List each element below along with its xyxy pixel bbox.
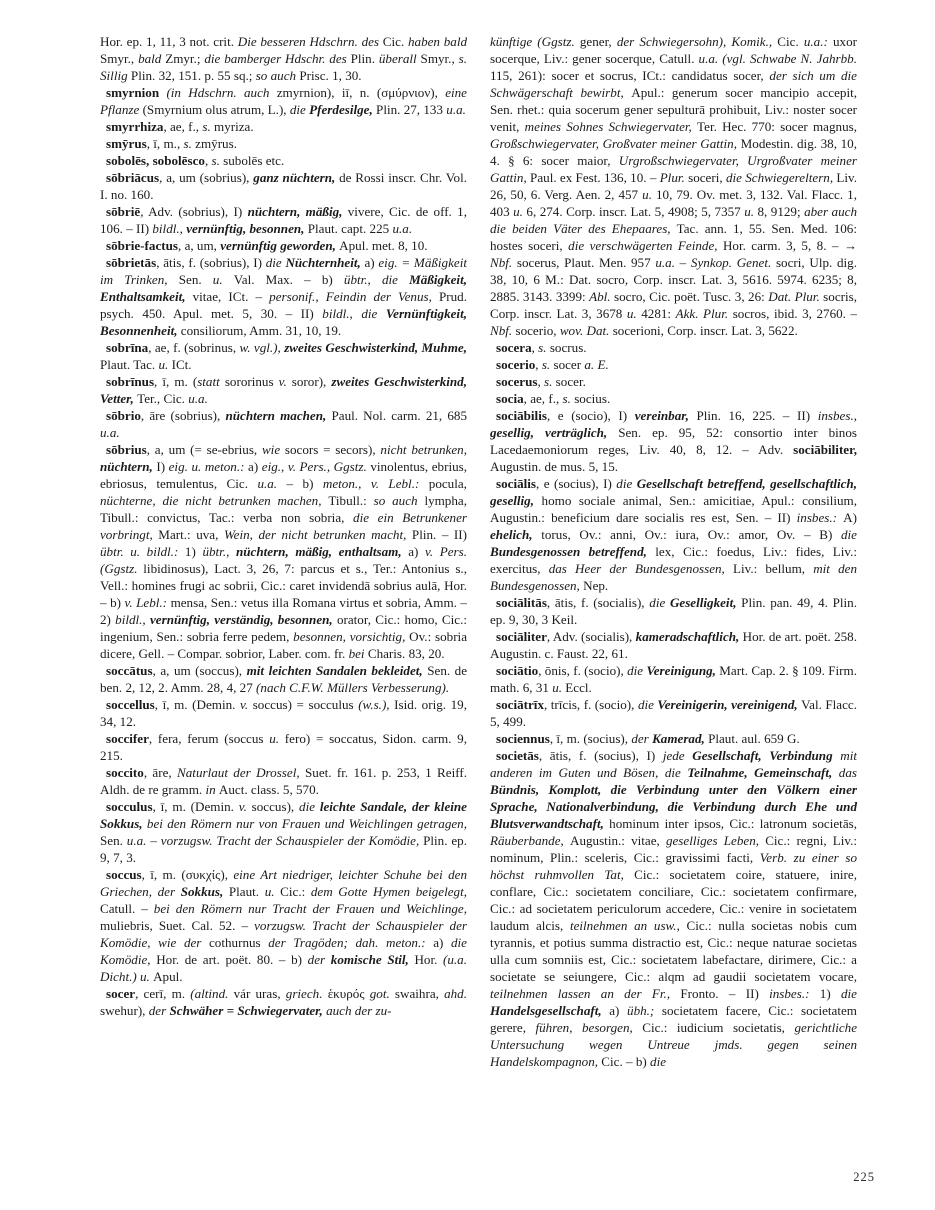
entry-sociennus: sociennus, ī, m. (socius), der Kamerad, Plaut. aul. 659 G. [496, 731, 800, 746]
entry-sobrio: sōbrio, āre (sobrius), nüchtern machen, Paul. Nol. carm. 21, 685 u.a. [100, 408, 467, 440]
entry-continuation: künftige (Ggstz. gener, der Schwiegersohn), Komik., Cic. u.a.: uxor socerque, Liv.: gener socerque, Catull. u.a. (vgl. Schwabe N. Jahrbb. 115, 261): socer et socrus, ICt.: candidatus socer, der sich um die Schwägerschaft bewirbt, Apul.: generum socer mancipio accepit, Sen. rhet.: quia socerum gener sepulturā prohibuit, Liv.: noster socer venit, meines Sohnes Schwiegervater, Ter. Hec. 770: socer magnus, Großschwiegervater, Großvater meiner Gattin, Modestin. dig. 38, 10, 4. § 6: socer maior, Urgroßschwiegervater, Urgroßvater meiner Gattin, Paul. ex Fest. 136, 10. – Plur. soceri, die Schwiegereltern, Liv. 26, 50, 6. Verg. Aen. 2, 457 u. 10, 79. Ov. met. 3, 132. Val. Flacc. 1, 403 u. 6, 274. Corp. inscr. Lat. 5, 4908; 5, 7357 u. 8, 9129; aber auch die beiden Väter des Ehepaares, Tac. ann. 1, 55. Sen. Med. 106: hostes soceri, die verschwägerten Feinde, Hor. carm. 3, 5, 8. – → Nbf. socerus, Plaut. Men. 957 u.a. – Synkop. Genet. socri, Ulp. dig. 38, 10, 6 M.: Dat. socro, Corp. inscr. Lat. 3, 5616. 5974. 6235; 8, 2885. 3143. 3399: Abl. socro, Cic. poët. Tusc. 3, 26: Dat. Plur. socris, Corp. inscr. Lat. 3, 3678 u. 4281: Akk. Plur. socros, ibid. 3, 2760. – Nbf. socerio, wov. Dat. socerioni, Corp. inscr. Lat. 3, 5622. [490, 34, 857, 338]
entry-soccito: soccito, āre, Naturlaut der Drossel, Suet. fr. 161. p. 253, 1 Reiff. Aldh. de re gramm. in Auct. class. 5, 570. [100, 765, 467, 797]
text-columns [100, 33, 858, 1158]
entry-soboles-sobolesco: sobolēs, sobolēsco, s. subolēs etc. [106, 153, 285, 168]
entry-socialiter: sociāliter, Adv. (socialis), kameradschaftlich, Hor. de art. poët. 258. Augustin. c. Faust. 22, 61. [490, 629, 857, 661]
text-column-right [490, 33, 857, 1158]
entry-sobrietas: sōbrietās, ātis, f. (sobrius), I) die Nüchternheit, a) eig. = Mäßigkeit im Trinken, Sen. u. Val. Max. – b) übtr., die Mäßigkeit, Enthaltsamkeit, vitae, ICt. – personif., Feindin der Venus, Prud. psych. 450. Apul. met. 5, 30. – II) bildl., die Vernünftigkeit, Besonnenheit, consiliorum, Amm. 31, 10, 19. [100, 255, 467, 338]
entry-sobrinus: sobrīnus, ī, m. (statt sororinus v. soror), zweites Geschwisterkind, Vetter, Ter., Cic. u.a. [100, 374, 467, 406]
entry-socera: socera, s. socrus. [496, 340, 587, 355]
entry-continuation: Hor. ep. 1, 11, 3 not. crit. Die besseren Hdschrn. des Cic. haben bald Smyr., bald Zmyr.; die bamberger Hdschr. des Plin. überall Smyr., s. Sillig Plin. 32, 151. p. 55 sq.; so auch Prisc. 1, 30. [100, 34, 467, 83]
entry-sociatio: sociātio, ōnis, f. (socio), die Vereinigung, Mart. Cap. 2. § 109. Firm. math. 6, 31 u. Eccl. [490, 663, 857, 695]
entry-smyrnion: smyrnion (in Hdschrn. auch zmyrnion), iī, n. (σμύρνιον), eine Pflanze (Smyrnium olus atrum, L.), die Pferdesilge, Plin. 27, 133 u.a. [100, 85, 467, 117]
entry-socia: socia, ae, f., s. socius. [496, 391, 611, 406]
entry-socialitas: sociālitās, ātis, f. (socialis), die Geselligkeit, Plin. pan. 49, 4. Plin. ep. 9, 30, 3 Keil. [490, 595, 857, 627]
entry-socerus: socerus, s. socer. [496, 374, 586, 389]
entry-smyrrhiza: smyrrhiza, ae, f., s. myriza. [106, 119, 254, 134]
entry-socer: socer, cerī, m. (altind. vár uras, griech. ἑκυρός got. swaihra, ahd. swehur), der Schwäher = Schwiegervater, auch der zu- [100, 986, 467, 1018]
entry-smyrus: smȳrus, ī, m., s. zmȳrus. [106, 136, 237, 151]
entry-sobrina: sobrīna, ae, f. (sobrinus, w. vgl.), zweites Geschwisterkind, Muhme, Plaut. Tac. u. ICt. [100, 340, 467, 372]
text-column-left [100, 33, 467, 1158]
entry-socialis: sociālis, e (socius), I) die Gesellschaft betreffend, gesellschaftlich, gesellig, homo sociale animal, Sen.: amicitiae, Apul.: consilium, Augustin.: beneficium dare socialis res est, Sen. – II) insbes.: A) ehelich, torus, Ov.: anni, Ov.: iura, Ov.: amor, Ov. – B) die Bundesgenossen betreffend, lex, Cic.: foedus, Liv.: fides, Liv.: exercitus, das Heer der Bundesgenossen, Liv.: bellum, mit den Bundesgenossen, Nep. [490, 476, 857, 593]
entry-sociatrix: sociātrīx, trīcis, f. (socio), die Vereinigerin, vereinigend, Val. Flacc. 5, 499. [490, 697, 857, 729]
entry-socculus: socculus, ī, m. (Demin. v. soccus), die leichte Sandale, der kleine Sokkus, bei den Römern nur von Frauen und Weichlingen getragen, Sen. u.a. – vorzugsw. Tracht der Schauspieler der Komödie, Plin. ep. 9, 7, 3. [100, 799, 467, 865]
entry-societas: societās, ātis, f. (socius), I) jede Gesellschaft, Verbindung mit anderen im Guten und Bösen, die Teilnahme, Gemeinschaft, das Bündnis, Komplott, die Verbindung unter den Völkern einer Sprache, Nationalverbindung, die Verbindung durch Ehe und Blutsverwandtschaft, hominum inter ipsos, Cic.: latronum societās, Räuberbande, Augustin.: vitae, geselliges Leben, Cic.: regni, Liv.: nominum, Plin.: sceleris, Cic.: gravissimi facti, Verb. zu einer so höchst ruhmvollen Tat, Cic.: societatem coire, statuere, inire, conflare, Cic.: societatem conciliare, Cic.: societatem confirmare, Cic.: ad societatem periculorum accedere, Cic.: venire in societatem laudum alcis, teilnehmen an usw., Cic.: nulla societas nobis cum tyrannis, et potius summa distractio est, Cic.: neque naturae societas ulla cum somniis est, Cic.: societatem labefactare, dirimere, Cic.: a societate se seiungere, Cic.: alqm ad gaudii societatem vocare, teilnehmen lassen an der Fr., Fronto. – II) insbes.: 1) die Handelsgesellschaft, a) übh.; societatem facere, Cic.: societatem gerere, führen, besorgen, Cic.: iudicium societatis, gerichtliche Untersuchung wegen Untreue jmds. gegen seinen Handelskompagnon, Cic. – b) die [490, 748, 857, 1069]
entry-sobrie: sōbriē, Adv. (sobrius), I) nüchtern, mäßig, vivere, Cic. de off. 1, 106. – II) bildl., vernünftig, besonnen, Plaut. capt. 225 u.a. [100, 204, 467, 236]
entry-soccatus: soccātus, a, um (soccus), mit leichten Sandalen bekleidet, Sen. de ben. 2, 12, 2. Amm. 28, 4, 27 (nach C.F.W. Müllers Verbesserung). [100, 663, 467, 695]
entry-sobrius: sōbrius, a, um (= se-ebrius, wie socors = secors), nicht betrunken, nüchtern, I) eig. u. meton.: a) eig., v. Pers., Ggstz. vinolentus, ebrius, ebriosus, temulentus, Cic. u.a. – b) meton., v. Lebl.: pocula, nüchterne, die nicht betrunken machen, Tibull.: so auch lympha, Tibull.: convictus, Tac.: verba non sobria, die ein Betrunkener vorbringt, Mart.: uva, Wein, der nicht betrunken macht, Plin. – II) übtr. u. bildl.: 1) übtr., nüchtern, mäßig, enthaltsam, a) v. Pers. (Ggstz. libidinosus), Lact. 3, 26, 7: parcus et s., Ter.: Antonius s., Vell.: homines frugi ac sobrii, Cic.: caret invidendā sobrius aulā, Hor. – b) v. Lebl.: mensa, Sen.: vetus illa Romana virtus et sobria, Amm. – 2) bildl., vernünftig, verständig, besonnen, orator, Cic.: homo, Cic.: ingenium, Sen.: sobria ferre pedem, besonnen, vorsichtig, Ov.: sobria dicere, Gell. – Compar. sobrior, Laber. com. fr. bei Charis. 83, 20. [100, 442, 467, 661]
entry-soccifer: soccifer, fera, ferum (soccus u. fero) = soccatus, Sidon. carm. 9, 215. [100, 731, 467, 763]
entry-sobrie-factus: sōbrie-factus, a, um, vernünftig geworden, Apul. met. 8, 10. [106, 238, 428, 253]
entry-soccus: soccus, ī, m. (συκχίς), eine Art niedriger, leichter Schuhe bei den Griechen, der Sokkus, Plaut. u. Cic.: dem Gotte Hymen beigelegt, Catull. – bei den Römern nur Tracht der Frauen und Weichlinge, muliebris, Suet. Cal. 52. – vorzugsw. Tracht der Schauspieler der Komödie, wie der cothurnus der Tragöden; dah. meton.: a) die Komödie, Hor. de art. poët. 80. – b) der komische Stil, Hor. (u.a. Dicht.) u. Apul. [100, 867, 467, 984]
entry-sociabilis: sociābilis, e (socio), I) vereinbar, Plin. 16, 225. – II) insbes., gesellig, verträglich, Sen. ep. 95, 52: consortio inter binos Lacedaemoniorum reges, Liv. 40, 8, 12. – Adv. sociābiliter, Augustin. de mus. 5, 15. [490, 408, 857, 474]
entry-socerio: socerio, s. socer a. E. [496, 357, 609, 372]
entry-soccellus: soccellus, ī, m. (Demin. v. soccus) = socculus (w.s.), Isid. orig. 19, 34, 12. [100, 697, 467, 729]
page-number: 225 [853, 1170, 875, 1184]
entry-sobriacus: sōbriācus, a, um (sobrius), ganz nüchtern, de Rossi inscr. Chr. Vol. I. no. 160. [100, 170, 467, 202]
